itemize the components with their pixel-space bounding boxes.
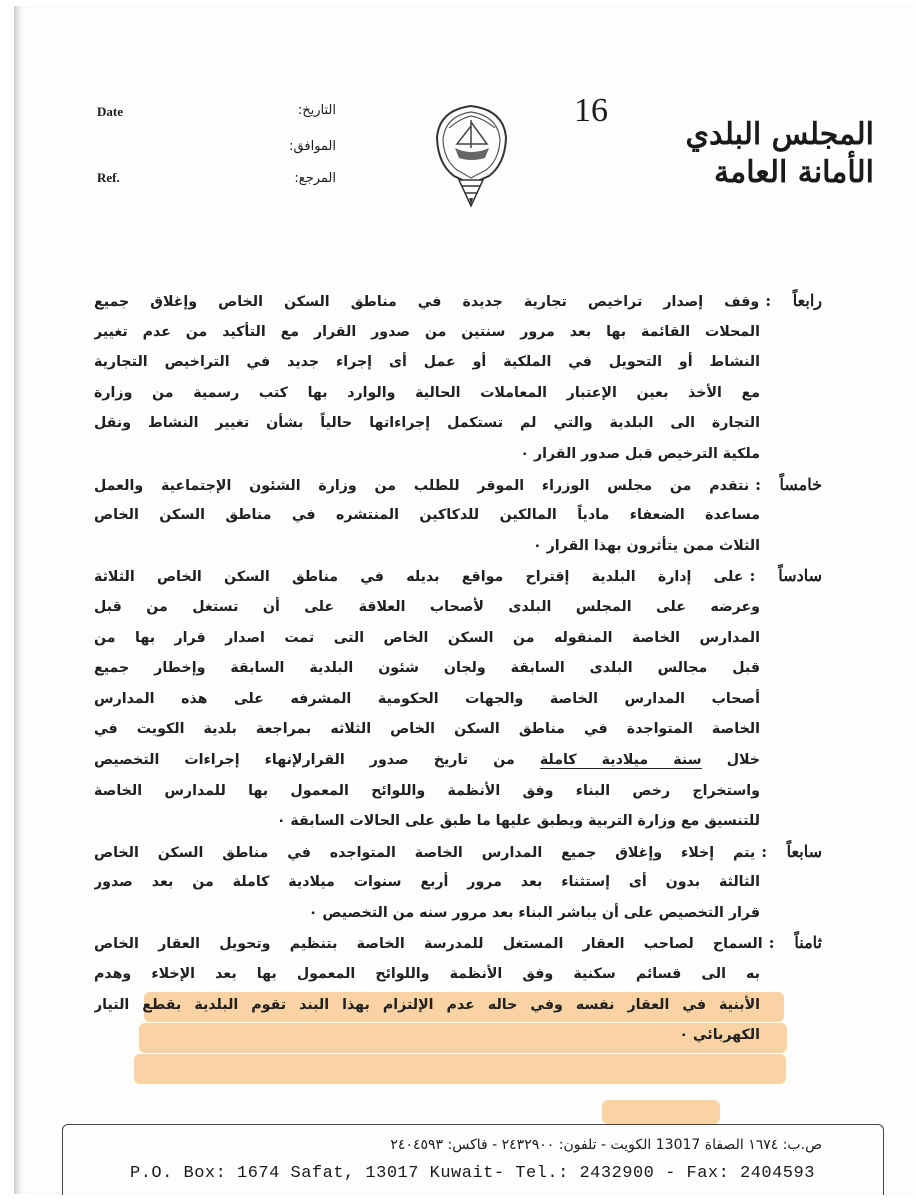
clause-line: ملكية الترخيص قبل صدور القرار ٠ [520, 445, 760, 462]
clause-line: الخاصة المتواجدة في مناطق السكن الخاص الثلاثه بمراجعة بلدية الكويت في [94, 721, 760, 738]
clause-line: قرار التخصيص على أن يباشر البناء بعد مرور سنه من التخصيص ٠ [308, 904, 760, 921]
clause-fourth [94, 286, 822, 470]
clause-seventh [94, 837, 822, 929]
kuwait-emblem-icon [429, 98, 514, 210]
clause-line: مع الأخذ بعين الإعتبار المعاملات الحالية والوارد بها كتب رسمية من وزارة [94, 384, 760, 401]
clause-label: خامساً : [755, 474, 822, 494]
document-number: 16 [574, 92, 608, 129]
clause-line: الكهربائي ٠ [679, 1027, 760, 1044]
ref-label-en: Ref. [97, 170, 120, 185]
footer-address-ar: ص.ب: ١٦٧٤ الصفاة 13017 الكويت - تلفون: ٢٤٣٢٩٠٠ - فاكس: ٢٤٠٤٥٩٣ [390, 1137, 822, 1153]
clause-label: سابعاً : [761, 841, 822, 861]
clause-line: وعرضه على المجلس البلدى لأصحاب العلاقة على أن تستغل من قبل [94, 598, 760, 615]
clause-line: الأبنية في العقار نفسه وفي حاله عدم الإلتزام بهذا البند تقوم البلدية بقطع التيار [94, 996, 760, 1013]
clause-fifth [94, 470, 822, 562]
clause-line: به الى قسائم سكنية وفق الأنظمة واللوائح المعمول بها بعد الإخلاء وهدم [94, 966, 760, 983]
clause-text: من تاريخ صدور القرارلإنهاء إجراءات التخصيص [94, 751, 540, 768]
council-logo-text: المجلس البلدي الأمانة العامة [685, 117, 874, 190]
clause-label: ثامناً : [768, 933, 822, 953]
footer-frame [62, 1124, 884, 1195]
clause-text: خلال [701, 751, 761, 768]
clause-line-underlined [94, 745, 822, 776]
clause-line: النشاط أو التحويل في الملكية أو عمل أى إجراء جديد في التراخيص التجارية [94, 354, 760, 371]
clause-line: يتم إخلاء وإغلاق جميع المدارس الخاصة المتواجده في مناطق السكن الخاص [94, 844, 756, 861]
clause-line: التجارة الى البلدية والتي لم تستكمل إجراءاتها حالياً بشأن تغيير النشاط ونقل [94, 415, 760, 432]
document-page [14, 6, 914, 1194]
clause-line: السماح لصاحب العقار المستغل للمدرسة الخاصة بتنظيم وتحويل العقار الخاص [94, 936, 763, 953]
clause-line: الثالثة بدون أى إستثناء بعد مرور أربع سنوات ميلادية كاملة من بعد صدور [94, 874, 760, 891]
clause-line: على إدارة البلدية إقتراح مواقع بديله في مناطق السكن الخاص الثلاثة [94, 569, 744, 586]
clause-line: مساعدة الضعفاء مادياً المالكين للدكاكين المنتشره في مناطق السكن الخاص [94, 507, 760, 524]
corresponding-label-ar: الموافق: [289, 139, 336, 154]
ref-label-ar: المرجع: [294, 171, 336, 186]
clause-line: للتنسيق مع وزارة التربية ويطبق عليها ما طبق على الحالات السابقة ٠ [276, 813, 760, 830]
clause-line: واستخراج رخص البناء وفق الأنظمة واللوائح المعمول بها للمدارس الخاصة [94, 782, 760, 799]
clause-label: سادساً : [749, 566, 822, 586]
clause-label: رابعاً : [765, 291, 822, 310]
footer-address-en: P.O. Box: 1674 Safat, 13017 Kuwait- Tel.: 2432900 - Fax: 2404593 [130, 1164, 815, 1183]
clause-line: قبل مجالس البلدى السابقة ولجان شئون البلدية السابقة وإخطار جميع [94, 660, 760, 677]
resolution-body [94, 286, 822, 1051]
clause-eighth [94, 928, 822, 1050]
date-label-en: Date [97, 104, 123, 119]
clause-line: الثلاث ممن يتأثرون بهذا القرار ٠ [533, 537, 760, 554]
highlight-stroke-3 [134, 1054, 786, 1084]
underlined-phrase: سنة ميلادية كاملة [539, 751, 702, 768]
clause-line: المدارس الخاصة المنقوله من السكن الخاص التى تمت اصدار قرار بها من [94, 629, 760, 646]
date-label-ar: التاريخ: [297, 103, 336, 118]
clause-line: المحلات القائمة بها بعد مرور سنتين من صدور القرار مع التأكيد من عدم تغيير [94, 323, 760, 340]
clause-line: نتقدم من مجلس الوزراء الموقر للطلب من وزارة الشئون الإجتماعية والعمل [94, 477, 750, 494]
highlight-stroke-4 [602, 1100, 720, 1124]
clause-line: وقف إصدار تراخيص تجارية جديدة في مناطق السكن الخاص وإغلاق جميع [94, 294, 760, 310]
clause-sixth [94, 561, 822, 836]
clause-line: أصحاب المدارس الخاصة والجهات الحكومية المشرفه على هذه المدارس [94, 690, 760, 707]
